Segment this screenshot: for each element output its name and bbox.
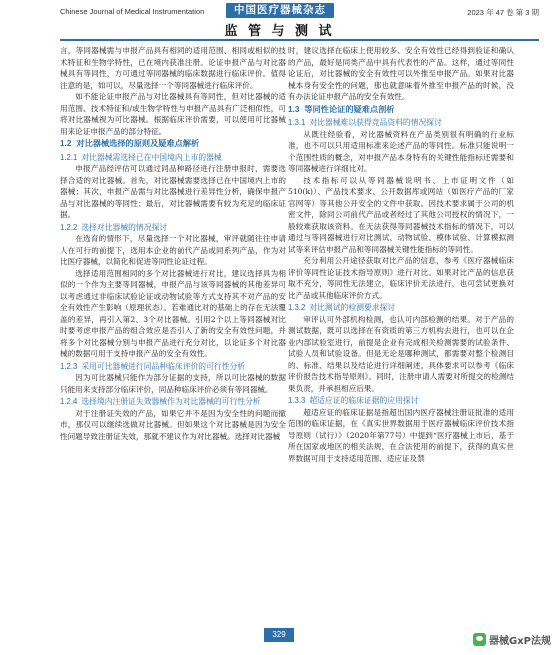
paragraph: 对于注册证失效的产品，如果它并不是因为安全性的问题而撤市，那仅可以继续选做对比器械。但如果这个对比器械是因为安全性问题导致注册证失效，那就不建议作为对比器械。选择对比器械 — [60, 408, 286, 441]
heading-text: 对比器械需选择已在中国境内上市的器械 — [81, 152, 222, 162]
subsection-heading — [60, 152, 286, 164]
section-heading — [288, 104, 514, 117]
subsection-heading — [60, 361, 286, 373]
page-number: 329 — [264, 628, 294, 642]
heading-number: 1.3.3 — [288, 396, 306, 405]
heading-number: 1.2.3 — [60, 361, 78, 371]
subsection-heading — [60, 396, 286, 408]
heading-number: 1.3 — [288, 104, 300, 114]
left-column — [60, 45, 286, 442]
subsection-heading — [288, 117, 514, 129]
paragraph: 时，建议选择在临床上使用较多、安全有效性已经得到验证和确认的产品，最好是同类产品中具有代表性的产品。这样，通过等同性论证后，对比器械的安全有效性可以外推至申报产品。如果对比器械本身有安全性的问题，那也就意味着外推至申报产品的时候，没有办法论证申报产品的安全有效性。 — [288, 46, 514, 101]
journal-logo: 中国医疗器械杂志 — [226, 3, 334, 18]
paragraph: 技术指标可以从等同器械说明书、上市证明文件（如510(k)）、产品技术要求、公开数据库或网站（如医疗产品的厂家官网等）等其他公开安全的文件中获取。因技术要求属于公司的机密文件，除同公司前代产品或者经过了其他公司授权的情况下，一般较难获取该资料。在无法获得等同器械技术指标的情况下，可以通过与等同器械进行对比测试、动物试验、模体试验、计算模拟测试等来评估申报产品和等同器械关键性能指标的等同性。 — [288, 175, 514, 254]
subsection-heading — [288, 395, 514, 407]
heading-number: 1.2.2 — [60, 222, 78, 232]
right-column — [288, 45, 514, 464]
heading-text: 采用可比器械进行同品种临床评价的可行性分析 — [81, 361, 246, 371]
section-title: 监 管 与 测 试 — [224, 24, 335, 39]
watermark-text: 器械GxP法规 — [489, 636, 551, 647]
subsection-heading — [288, 302, 514, 314]
heading-text: 对比器械选择的原则及疑难点解析 — [76, 139, 200, 148]
heading-text: 选择境内注册证失效器械作为对比器械的可行性分析 — [81, 397, 261, 406]
paragraph: 充分利用公开途径获取对比产品的信息，参考《医疗器械临床评价等同性论证技术指导原则》进行对比。如果对比产品的信息获取不充分，等同性无法建立，临床评价无法进行，也可尝试更换对比产品或其他临床评价方式。 — [288, 256, 514, 300]
watermark — [473, 632, 551, 647]
heading-text: 对比器械难以获得竞品资料的情况探讨 — [309, 118, 442, 127]
subsection-heading — [60, 222, 286, 234]
heading-number: 1.3.2 — [288, 303, 306, 312]
paragraph: 因为可比器械只能作为部分证据的支持，所以可比器械的数据只能用来支持部分临床评价，同品种临床评价必须有等同器械。 — [60, 373, 286, 394]
paragraph: 在选育的情形下，尽量选择一个对比器械，审评就随往往申请人在可行的前提下，选用本企业的前代产品或同系列产品，作为对比医疗器械，以简化和促进等同性论证过程。 — [60, 234, 286, 266]
heading-number: 1.3.1 — [288, 118, 306, 127]
issue-info: 2023 年 47 卷 第 3 期 — [467, 8, 539, 17]
heading-text: 等同性论证的疑难点剖析 — [304, 104, 395, 114]
heading-text: 对比测试的检测要求探讨 — [309, 303, 396, 312]
header-divider — [60, 39, 539, 41]
paragraph: 言，等同器械需与申报产品具有相同的适用范围、相同或相似的技术特征和生物学特性，已在境内获准注册。论证申报产品与对比器械具有等同性，方可通过等同器械的临床数据进行临床评价。值得注意的是，如可以，尽量选择一个等同器械进行临床评价。 — [60, 46, 286, 90]
heading-number: 1.2.1 — [60, 152, 78, 162]
paragraph: 审评认可外部机构检测，也认可内部检测的结果。对于产品的测试数据，既可以选择在有资质的第三方机构去进行，也可以在企业内部试验室进行，前提是企业有完成相关检测需要的试验条件、试验人员和试验设备。但是无论是哪种测试，都需要对整个检测目的、标准、结果以及结论进行详细阐述。具体要求可以参考《临床评价报告技术指导原则》。同时，注册申请人需要对所提交的检测结果负责，并承担相应后果。 — [288, 314, 514, 393]
heading-number: 1.2 — [60, 139, 72, 148]
paragraph: 选择适用范围相同的多个对比器械进行对比，建议选择具为相似的一个作为主要等同器械，申报产品与该等同器械的其他差异可以考虑通过非临床试验论证或动物试验等方式支持其不对产品的安全有效性产生影响（原理状态）。若难通比对的基础上的存在无法覆盖的差异，再引入第2、3个对比器械。引用2个以上等同器械对比时要考虑申报产品的组合效应是否引入了新的安全有效性问题，并将多个对比器械分别与申报产品进行充分对比，以论证多个对比器械的数据可用于支持申报产品的安全有效性。 — [60, 268, 286, 358]
paragraph: 如不能论证申报产品与对比器械具有等同性，但对比器械的适用范围、技术特征和/或生物学特性与申报产品具有广泛相似性，可将对比器械视为可比器械。根据临床评价需要，可以使用可比器械用来论证申报产品的部分特征。 — [60, 92, 286, 136]
paragraph: 申报产品经评估可以通过同品种路径进行注册申报时，需要选择合适的对比器械。首先，对比器械需要选择已在中国境内上市的器械；其次，申报产品需与对比器械进行差异性分析，确保申报产品与对比器械的等同性；最后，对比器械需要有较为充足的临床证据。 — [60, 164, 286, 219]
heading-text: 超适应证的临床证据的应用探讨 — [309, 396, 419, 405]
section-heading — [60, 138, 286, 151]
heading-text: 选择对比器械的情况探讨 — [81, 222, 168, 232]
paragraph: 超适应证的临床证据是指超出国内医疗器械注册证批准的适用范围的临床证据，在《真实世界数据用于医疗器械临床评价技术指导原则（试行）》（2020年第77号）中提到“医疗器械上市后，基于所在国家或地区的相关法规，在合法使用的前提下，获得的真实世界数据可用于支持适用范围、适应证及禁 — [288, 407, 514, 463]
journal-english-name: Chinese Journal of Medical Instrumentation — [60, 7, 205, 16]
paragraph: 从既往经验看，对比器械资料在产品类别很有明确的行业标准，也不可以只用适用标准来论述产品的等同性。标准只能说明一个范围性质的概念，对申报产品本身特有的关键性能指标还需要和等同器械进行详细比对。 — [288, 129, 514, 173]
heading-number: 1.2.4 — [60, 397, 78, 406]
wechat-icon — [473, 633, 486, 646]
